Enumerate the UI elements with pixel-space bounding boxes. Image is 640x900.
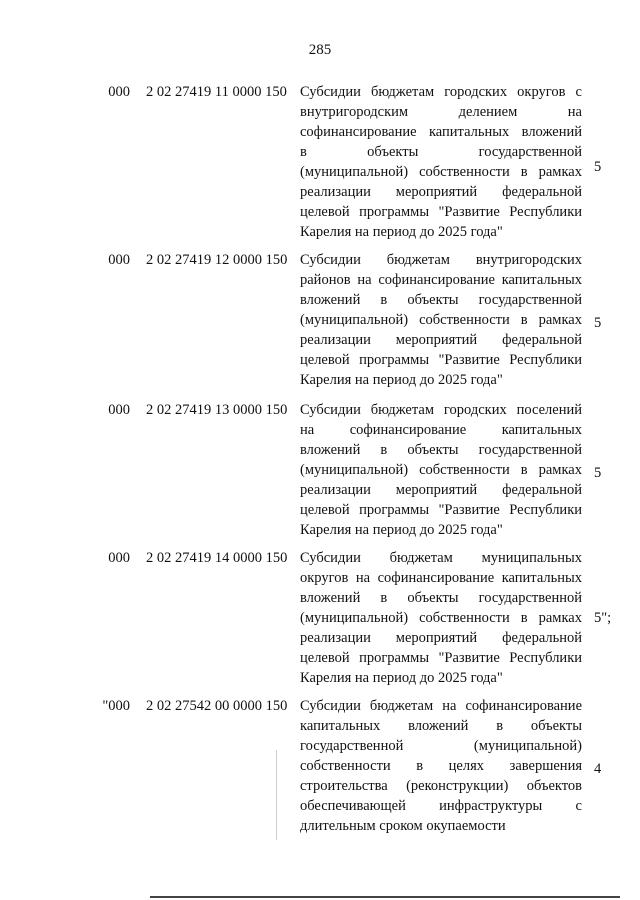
description-line: целевой программы "Развитие Республики [300, 352, 582, 368]
kbk-code: 2 02 27419 11 0000 150 [146, 84, 287, 100]
admin-code: 000 [108, 550, 130, 566]
scan-artifact [276, 750, 277, 840]
row-description [300, 400, 582, 540]
description-line: округов на софинансирование капитальных [300, 570, 582, 586]
row-value: 5"; [594, 610, 612, 626]
description-line: (муниципальной) собственности в рамках [300, 312, 582, 328]
description-line: вложений в объекты государственной [300, 442, 582, 458]
description-line: целевой программы "Развитие Республики [300, 204, 582, 220]
description-line: софинансирование капитальных вложений [300, 124, 582, 140]
admin-code: "000 [102, 698, 130, 714]
kbk-code: 2 02 27542 00 0000 150 [146, 698, 288, 714]
admin-code: 000 [108, 402, 130, 418]
kbk-code: 2 02 27419 14 0000 150 [146, 550, 288, 566]
description-line: Карелия на период до 2025 года" [300, 224, 503, 240]
description-line: капитальных вложений в объекты [300, 718, 582, 734]
description-line: внутригородским делением на [300, 104, 582, 120]
row-value: 4 [594, 761, 602, 777]
row-description [300, 548, 582, 688]
description-line: целевой программы "Развитие Республики [300, 502, 582, 518]
description-line: вложений в объекты государственной [300, 292, 582, 308]
row-value: 5 [594, 315, 602, 331]
description-line: реализации мероприятий федеральной [300, 630, 582, 646]
description-line: строительства (реконструкции) объектов [300, 778, 582, 794]
description-line: собственности в целях завершения [300, 758, 582, 774]
description-line: Субсидии бюджетам внутригородских [300, 252, 582, 268]
description-line: Карелия на период до 2025 года" [300, 522, 503, 538]
description-line: Субсидии бюджетам городских округов с [300, 84, 582, 100]
row-description [300, 250, 582, 390]
page-number: 285 [308, 42, 332, 58]
description-line: Карелия на период до 2025 года" [300, 372, 503, 388]
description-line: вложений в объекты государственной [300, 590, 582, 606]
kbk-code: 2 02 27419 12 0000 150 [146, 252, 288, 268]
description-line: реализации мероприятий федеральной [300, 482, 582, 498]
description-line: в объекты государственной [300, 144, 582, 160]
description-line: на софинансирование капитальных [300, 422, 582, 438]
description-line: реализации мероприятий федеральной [300, 332, 582, 348]
description-line: целевой программы "Развитие Республики [300, 650, 582, 666]
row-description [300, 696, 582, 836]
description-line: Субсидии бюджетам городских поселений [300, 402, 582, 418]
description-line: (муниципальной) собственности в рамках [300, 610, 582, 626]
scan-edge-line [150, 896, 620, 898]
row-value: 5 [594, 159, 602, 175]
description-line: длительным сроком окупаемости [300, 818, 506, 834]
description-line: (муниципальной) собственности в рамках [300, 164, 582, 180]
description-line: Субсидии бюджетам на софинансирование [300, 698, 582, 714]
description-line: государственной (муниципальной) [300, 738, 582, 754]
row-description [300, 82, 582, 242]
admin-code: 000 [108, 84, 130, 100]
description-line: районов на софинансирование капитальных [300, 272, 582, 288]
description-line: Субсидии бюджетам муниципальных [300, 550, 582, 566]
kbk-code: 2 02 27419 13 0000 150 [146, 402, 288, 418]
admin-code: 000 [108, 252, 130, 268]
description-line: Карелия на период до 2025 года" [300, 670, 503, 686]
description-line: реализации мероприятий федеральной [300, 184, 582, 200]
description-line: обеспечивающей инфраструктуры с [300, 798, 582, 814]
row-value: 5 [594, 465, 602, 481]
description-line: (муниципальной) собственности в рамках [300, 462, 582, 478]
